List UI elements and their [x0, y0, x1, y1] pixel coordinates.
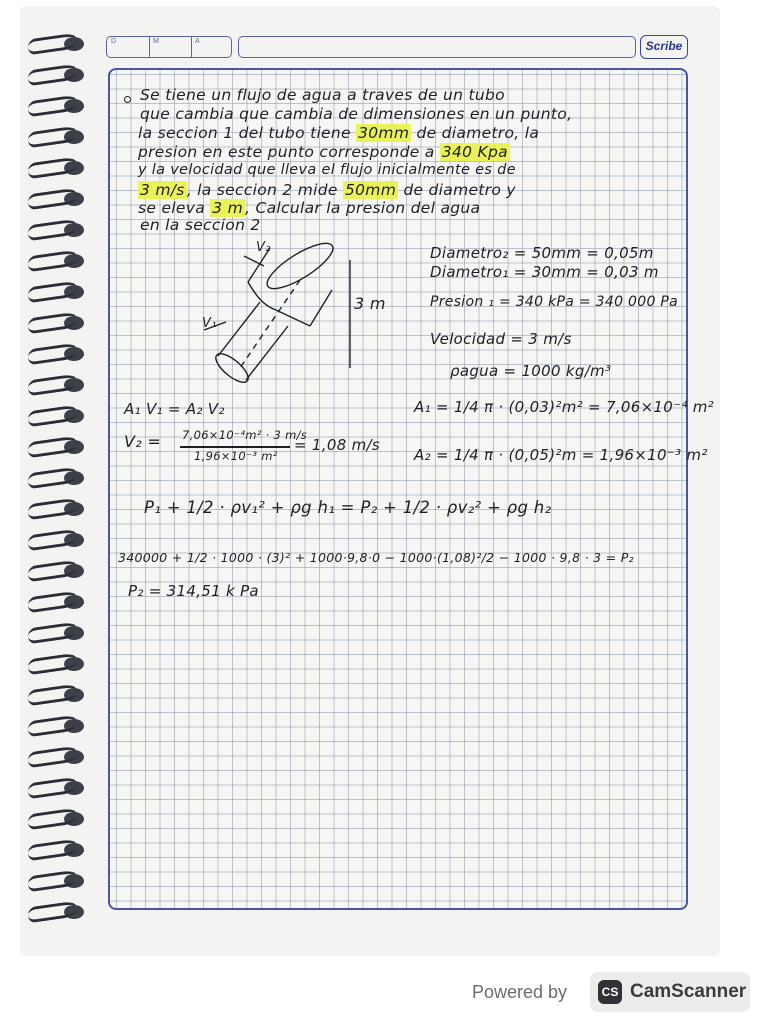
v2-result: = 1,08 m/s [294, 436, 380, 454]
given-velocity: Velocidad = 3 m/s [430, 330, 572, 348]
spiral-ring [28, 871, 86, 891]
spiral-ring [28, 468, 86, 488]
problem-text: se eleva [138, 199, 205, 217]
spiral-ring [28, 96, 86, 116]
spiral-ring [28, 251, 86, 271]
spiral-ring [28, 313, 86, 333]
v2-label-calc: V₂ = [124, 432, 162, 451]
problem-line-2: que cambia que cambia de dimensiones en un punto, [140, 105, 573, 123]
problem-line-6 [138, 181, 516, 199]
fraction-bar [180, 446, 290, 448]
spiral-ring [28, 654, 86, 674]
given-diameter-1: Diametro₁ = 30mm = 0,03 m [430, 263, 659, 281]
spiral-ring [28, 592, 86, 612]
problem-text: de diametro, la [416, 124, 540, 142]
scanner-watermark [472, 972, 752, 1012]
bullet-icon [124, 96, 131, 103]
spiral-ring [28, 902, 86, 922]
highlight-velocity: 3 m/s [140, 181, 185, 199]
date-month-label: M [153, 38, 159, 45]
area-2-calc: A₂ = 1/4 π · (0,05)²m = 1,96×10⁻³ m² [414, 446, 708, 464]
spiral-ring [28, 809, 86, 829]
date-day-label: D [111, 38, 117, 45]
v1-label: V₁ [202, 316, 217, 331]
spiral-ring [28, 499, 86, 519]
problem-line-8: en la seccion 2 [140, 216, 261, 234]
camscanner-name: CamScanner [630, 981, 747, 1002]
spiral-ring [28, 840, 86, 860]
problem-line-3 [138, 124, 539, 142]
problem-text: , la seccion 2 mide [186, 181, 338, 199]
bernoulli-equation: P₁ + 1/2 · ρv₁² + ρg h₁ = P₂ + 1/2 · ρv₂² + ρg h₂ [144, 498, 552, 517]
height-label: 3 m [354, 294, 386, 313]
date-box [106, 36, 232, 58]
given-pressure-1: Presion ₁ = 340 kPa = 340 000 Pa [430, 294, 679, 310]
continuity-equation: A₁ V₁ = A₂ V₂ [124, 400, 225, 418]
area-1-calc: A₁ = 1/4 π · (0,03)²m² = 7,06×10⁻⁴ m² [414, 398, 714, 416]
v2-numerator: 7,06×10⁻⁴m² · 3 m/s [182, 428, 308, 442]
highlight-height: 3 m [212, 199, 244, 217]
problem-line-4 [138, 143, 510, 161]
brand-logo: Scribe [640, 35, 688, 59]
title-field [238, 36, 636, 58]
spiral-ring [28, 437, 86, 457]
spiral-ring [28, 623, 86, 643]
spiral-ring [28, 406, 86, 426]
spiral-ring [28, 282, 86, 302]
problem-line-5: y la velocidad que lleva el flujo inicialmente es de [138, 162, 516, 178]
highlight-diameter-1: 30mm [358, 124, 410, 142]
v2-label: V₂ [256, 240, 271, 255]
highlight-pressure: 340 Kpa [441, 143, 508, 161]
spiral-ring [28, 65, 86, 85]
spiral-ring [28, 716, 86, 736]
spiral-ring [28, 158, 86, 178]
powered-by-label: Powered by [472, 982, 568, 1002]
page-header [106, 36, 688, 60]
spiral-ring [28, 747, 86, 767]
spiral-ring [28, 127, 86, 147]
given-diameter-2: Diametro₂ = 50mm = 0,05m [430, 244, 654, 262]
date-year-label: A [195, 38, 200, 45]
spiral-ring [28, 561, 86, 581]
spiral-ring [28, 34, 86, 54]
problem-text: la seccion 1 del tubo tiene [138, 124, 351, 142]
spiral-ring [28, 344, 86, 364]
problem-text: , Calcular la presion del agua [245, 199, 481, 217]
problem-text: de diametro y [403, 181, 516, 199]
final-result: P₂ = 314,51 k Pa [128, 582, 259, 600]
problem-line-1: Se tiene un flujo de agua a traves de un tubo [140, 86, 505, 104]
problem-text: presion en este punto corresponde a [138, 143, 435, 161]
spiral-ring [28, 189, 86, 209]
spiral-ring [28, 530, 86, 550]
camscanner-badge [590, 972, 750, 1012]
highlight-diameter-2: 50mm [344, 181, 397, 199]
pipe-diagram [200, 240, 400, 390]
problem-line-7 [138, 199, 480, 217]
v2-denominator: 1,96×10⁻³ m² [194, 449, 278, 463]
spiral-ring [28, 685, 86, 705]
given-density: ρagua = 1000 kg/m³ [450, 362, 612, 380]
spiral-ring [28, 220, 86, 240]
spiral-ring [28, 375, 86, 395]
spiral-ring [28, 778, 86, 798]
camscanner-logo: CS [598, 980, 622, 1004]
substitution-equation: 340000 + 1/2 · 1000 · (3)² + 1000·9,8·0 − 1000·(1,08)²/2 − 1000 · 9,8 · 3 = P₂ [118, 550, 634, 565]
